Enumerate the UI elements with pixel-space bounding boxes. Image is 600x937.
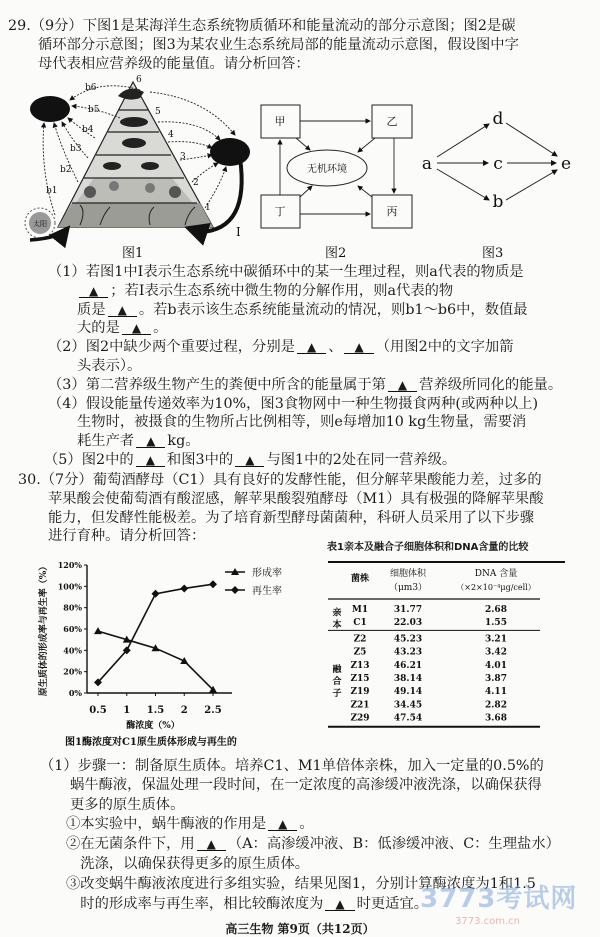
data-point <box>94 627 102 634</box>
text-line <box>48 263 562 282</box>
process-I-label: I <box>236 225 241 239</box>
x-tick-label: 1 <box>123 705 131 716</box>
text-line <box>8 17 519 36</box>
cell-dna: 2.82 <box>485 700 507 711</box>
cell-dna: 3.87 <box>485 674 507 684</box>
text-segment: 时更适宜。 <box>356 895 429 912</box>
cell-strain: Z13 <box>350 660 370 671</box>
enzyme-concentration-chart <box>0 550 320 750</box>
page-footer-text: 高三生物 第9页（共12页） <box>225 922 375 936</box>
text-segment: （2）图2中缺少两个重要过程，分别是 <box>48 339 295 356</box>
q30-step1 <box>40 757 544 815</box>
text-line <box>70 796 544 815</box>
node-label: 丁 <box>274 205 286 218</box>
answer-blank: ▲ <box>268 818 297 831</box>
text-line <box>38 36 519 55</box>
text-segment: 大的是 <box>77 320 120 337</box>
answer-blank: ▲ <box>136 435 165 448</box>
figure-1-caption: 图1 <box>122 246 144 261</box>
text-segment: 质是 <box>77 301 106 318</box>
flow-label: b2 <box>60 165 72 175</box>
cell-strain: M1 <box>351 605 369 615</box>
text-line <box>66 835 560 855</box>
cell-strain: C1 <box>353 618 367 629</box>
x-tick-label: 1.5 <box>146 705 165 716</box>
question-item <box>48 263 562 338</box>
y-tick-label: 60% <box>63 624 82 634</box>
decomposer-node <box>210 138 250 166</box>
text-segment: 时的形成率与再生率，相比较酶浓度为 <box>66 895 324 912</box>
q29-intro <box>8 17 519 74</box>
cell-dna: 3.42 <box>485 647 507 658</box>
table-1-title: 表1亲本及融合子细胞体积和DNA含量的比较 <box>327 542 529 553</box>
y-tick-label: 100% <box>57 581 82 592</box>
header-volume-unit: （μm3） <box>388 583 428 593</box>
text-line <box>66 855 560 875</box>
text-segment: 头表示）。 <box>77 357 142 374</box>
figure-2-caption: 图2 <box>325 246 347 261</box>
text-line <box>18 471 544 490</box>
text-line <box>70 776 544 795</box>
node-label: 甲 <box>274 115 286 128</box>
group-label: 融 <box>332 665 342 675</box>
legend-label: 再生率 <box>252 586 282 597</box>
data-point <box>152 590 160 598</box>
text-line <box>44 451 456 470</box>
header-dna: DNA 含量 <box>474 569 518 579</box>
text-segment: 、 <box>328 339 343 356</box>
cell-strain: Z15 <box>350 674 370 684</box>
flow-label: b1 <box>46 186 58 196</box>
text-segment: （5）图2中的 <box>44 452 134 468</box>
y-tick-label: 20% <box>63 666 82 677</box>
text-segment: 蜗牛酶液，保温处理一段时间，在一定浓度的高渗缓冲液洗涤，以确保获得 <box>70 777 542 794</box>
atmosphere-node <box>30 96 70 122</box>
x-tick-label: 2.5 <box>204 705 222 716</box>
answer-blank: ▲ <box>197 838 226 851</box>
table-1 <box>325 555 575 740</box>
answer-blank: ▲ <box>122 322 151 335</box>
legend-label: 形成率 <box>252 568 282 579</box>
question-item <box>48 338 562 376</box>
level-label: 1 <box>205 203 211 213</box>
level-label: 3 <box>180 152 186 162</box>
text-line <box>48 376 562 395</box>
node-label: d <box>492 109 504 129</box>
answer-blank: ▲ <box>297 341 326 354</box>
cell-volume: 49.14 <box>393 687 423 698</box>
text-line <box>77 432 562 451</box>
header-dna-unit: （×2×10⁻⁴μg/cell） <box>456 583 536 592</box>
node-label: c <box>493 154 503 174</box>
cell-strain: Z29 <box>350 713 370 724</box>
series-line-regeneration <box>98 584 213 682</box>
y-tick-label: 120% <box>57 560 82 570</box>
flow-label: b4 <box>82 125 94 135</box>
legend-marker <box>231 586 239 594</box>
x-tick-label: 2 <box>180 705 188 716</box>
text-segment: 30.（7分）葡萄酒酵母（C1）具有良好的发酵性能，但分解苹果酸能力差，过多的 <box>18 472 542 488</box>
node-label: e <box>560 154 572 174</box>
text-segment: 洗涤，以确保获得更多的原生质体。 <box>66 855 310 872</box>
flow-label: b3 <box>70 144 82 154</box>
node-label: b <box>492 192 504 212</box>
text-segment: 更多的原生质体。 <box>70 796 185 813</box>
figure-1-ecosystem-pyramid <box>0 70 262 265</box>
figure-2-carbon-cycle <box>255 95 420 265</box>
text-segment: 与图1中的2处在同一营养级。 <box>266 452 457 468</box>
text-segment: 母代表相应营养级的能量值。请分析回答： <box>38 56 310 72</box>
text-line <box>77 301 562 320</box>
level-label: 5 <box>155 107 161 117</box>
level-label: 6 <box>136 75 142 85</box>
flow-label: b6 <box>85 83 97 93</box>
text-segment: ①本实验中，蜗牛酶液的作用是 <box>66 816 267 832</box>
text-segment: （A：高渗缓冲液、B：低渗缓冲液、C：生理盐水） <box>227 836 560 852</box>
x-axis-label: 酶浓度（%） <box>126 721 180 731</box>
text-segment: ③改变蜗牛酶液浓度进行多组实验，结果见图1，分别计算酶浓度为1和1.5 <box>66 876 536 892</box>
text-segment: ；若I表示生态系统中微生物的分解作用，则a代表的物 <box>110 282 454 299</box>
q30-sub1 <box>66 815 314 835</box>
text-segment: 循环部分示意图；图3为某农业生态系统局部的能量流动示意图，假设图中字 <box>38 37 519 53</box>
text-line <box>40 757 544 776</box>
group-label: 本 <box>332 620 342 631</box>
series-line-formation <box>98 631 213 690</box>
node-label: 丙 <box>386 205 398 218</box>
level-label: 2 <box>193 178 199 188</box>
answer-blank: ▲ <box>108 304 137 317</box>
text-segment: 和图3中的 <box>166 452 234 468</box>
figure-3-food-web <box>420 95 600 265</box>
text-segment: （1）步骤一：制备原生质体。培养C1、M1单倍体亲株，加入一定量的0.5%的 <box>40 758 544 774</box>
cell-volume: 34.45 <box>393 700 423 711</box>
text-line <box>48 395 562 414</box>
cell-dna: 1.55 <box>485 618 507 629</box>
cell-volume: 45.23 <box>393 634 423 645</box>
flow-label: b5 <box>88 105 100 115</box>
cell-dna: 4.11 <box>485 687 507 698</box>
cell-dna: 4.01 <box>485 660 507 671</box>
answer-blank: ▲ <box>388 379 417 392</box>
cell-strain: Z2 <box>353 634 367 645</box>
header-volume: 细胞体积 <box>389 569 427 579</box>
text-line <box>48 338 562 357</box>
cell-volume: 22.03 <box>393 618 423 629</box>
cell-dna: 2.68 <box>485 605 507 615</box>
answer-blank: ▲ <box>235 454 264 467</box>
text-line <box>77 357 562 376</box>
cell-volume: 31.77 <box>393 605 423 615</box>
text-segment: 耗生产者 <box>77 433 135 450</box>
text-segment: （3）第二营养级生物产生的粪便中所含的能量属于第 <box>48 376 386 393</box>
y-axis-label: 原生质体的形成率与再生率（%） <box>39 561 49 697</box>
answer-blank: ▲ <box>325 898 354 911</box>
text-segment: 能力，但发酵性能极差。为了培育新型酵母菌菌种，科研人员采用了以下步骤 <box>48 509 535 526</box>
text-line <box>48 490 544 509</box>
node-label: 无机环境 <box>307 164 347 175</box>
cell-strain: Z21 <box>350 700 370 711</box>
watermark-url: 3773.com.cn <box>455 916 520 927</box>
header-strain: 菌株 <box>350 574 370 584</box>
data-point <box>209 580 217 588</box>
text-segment: 进行育种。请分析回答： <box>48 528 206 545</box>
text-line <box>77 282 562 301</box>
y-tick-label: 0% <box>68 688 82 698</box>
level-label: 4 <box>168 130 174 140</box>
q29-question-5 <box>44 451 457 470</box>
y-tick-label: 40% <box>63 645 82 656</box>
x-tick-label: 0.5 <box>89 705 107 716</box>
chart-caption: 图1酶浓度对C1原生质体形成与再生的 <box>65 737 237 748</box>
text-segment: 生物时，被摄食的生物所占比例相等，则e每增加10 kg生物量，需要消 <box>77 414 527 431</box>
text-segment: 营养级所同化的能量。 <box>419 376 563 393</box>
cell-strain: Z19 <box>350 687 370 698</box>
q30-sub2 <box>66 835 560 875</box>
q30-intro <box>18 471 544 546</box>
cell-dna: 3.68 <box>485 713 507 724</box>
y-tick-label: 80% <box>63 602 82 613</box>
text-segment: kg。 <box>167 433 200 450</box>
text-segment: 。 <box>299 816 314 832</box>
group-label: 子 <box>332 689 342 699</box>
text-segment: （用图2中的文字加箭 <box>375 339 514 356</box>
text-segment: ②在无菌条件下，用 <box>66 836 195 852</box>
cell-volume: 46.21 <box>393 660 423 671</box>
figure-3-caption: 图3 <box>482 246 504 261</box>
answer-blank: ▲ <box>79 285 108 298</box>
text-segment: 。 <box>153 320 168 337</box>
text-segment: 。若b表示该生态系统能量流动的情况，则b1～b6中，数值最 <box>138 301 528 318</box>
cell-volume: 43.23 <box>393 647 423 658</box>
text-line <box>66 815 314 835</box>
group-label: 亲 <box>332 608 342 619</box>
watermark-logo: 3773考试网 <box>420 884 578 914</box>
question-item <box>48 376 563 395</box>
group-label: 合 <box>332 677 342 687</box>
node-label: a <box>421 154 433 174</box>
data-point <box>180 584 188 592</box>
text-segment: 29.（9分）下图1是某海洋生态系统物质循环和能量流动的部分示意图；图2是碳 <box>8 18 516 34</box>
cell-volume: 47.54 <box>393 713 423 724</box>
answer-blank: ▲ <box>344 341 373 354</box>
q29-questions <box>48 263 563 451</box>
sun-label: 太阳 <box>33 220 47 228</box>
text-line <box>77 319 562 338</box>
node-label: 乙 <box>386 115 398 128</box>
text-segment: （1）若图1中I表示生态系统中碳循环中的某一生理过程，则a代表的物质是 <box>48 264 524 280</box>
text-line <box>48 509 544 528</box>
answer-blank: ▲ <box>136 454 165 467</box>
question-item <box>48 395 562 451</box>
cell-volume: 38.14 <box>393 674 423 684</box>
cell-strain: Z5 <box>353 647 367 658</box>
text-segment: 苹果酸会使葡萄酒有酸涩感，解苹果酸裂殖酵母（M1）具有极强的降解苹果酸 <box>48 490 544 507</box>
cell-dna: 3.21 <box>485 634 507 645</box>
text-segment: （4）假设能量传递效率为10%，图3食物网中一种生物摄食两种(或两种以上) <box>48 395 539 412</box>
text-line <box>77 413 562 432</box>
